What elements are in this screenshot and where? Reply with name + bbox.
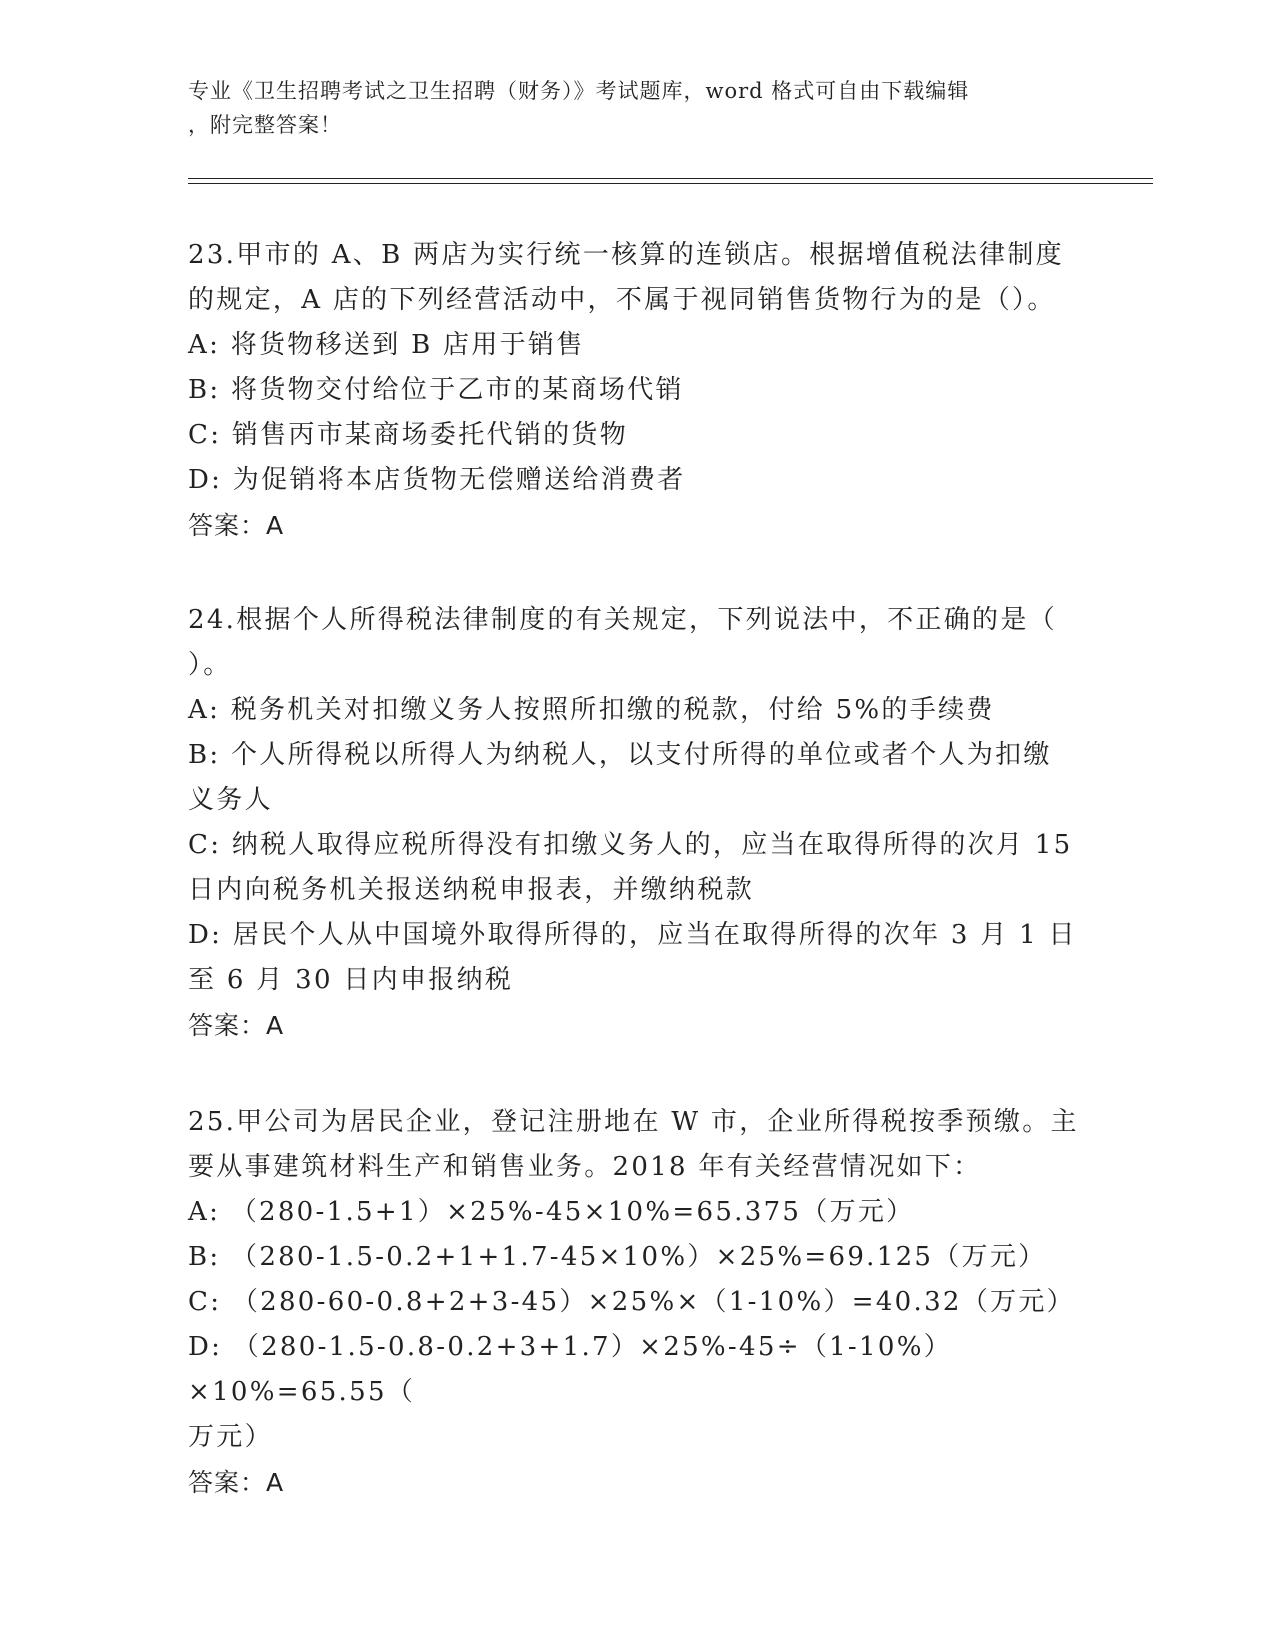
question-stem-line: 24.根据个人所得税法律制度的有关规定，下列说法中，不正确的是（: [188, 605, 1057, 635]
question-stem-line: 25.甲公司为居民企业，登记注册地在 W 市，企业所得税按季预缴。主: [188, 1107, 1079, 1137]
option-c: C: 销售丙市某商场委托代销的货物: [188, 420, 629, 450]
option-d: D: 居民个人从中国境外取得所得的，应当在取得所得的次年 3 月 1 日: [188, 920, 1077, 950]
option-b: B: 将货物交付给位于乙市的某商场代销: [188, 375, 684, 405]
option-b: B: （280-1.5-0.2+1+1.7-45×10%）×25%=69.125（万元）: [188, 1242, 1047, 1272]
option-d: D: （280-1.5-0.8-0.2+3+1.7）×25%-45÷（1-10%）×10%=65.55（: [188, 1332, 953, 1407]
option-a: A: 税务机关对扣缴义务人按照所扣缴的税款，付给 5%的手续费: [188, 695, 995, 725]
question-stem-line: 23.甲市的 A、B 两店为实行统一核算的连锁店。根据增值税法律制度: [188, 240, 1064, 270]
option-a: A: （280-1.5+1）×25%-45×10%=65.375（万元）: [188, 1197, 915, 1227]
option-c-continued: 日内向税务机关报送纳税申报表，并缴纳税款: [188, 875, 755, 905]
option-d: D: 为促销将本店货物无偿赠送给消费者: [188, 465, 686, 495]
question-25: [188, 1100, 1088, 1505]
option-d-continued: 万元）: [188, 1422, 273, 1452]
option-c: C: （280-60-0.8+2+3-45）×25%×（1-10%）=40.32（万元）: [188, 1287, 1075, 1317]
option-b-continued: 义务人: [188, 785, 273, 815]
question-stem-line: 要从事建筑材料生产和销售业务。2018 年有关经营情况如下：: [188, 1152, 982, 1182]
question-23: [188, 233, 1088, 548]
header-divider-bottom: [188, 183, 1153, 184]
option-a: A: 将货物移送到 B 店用于销售: [188, 330, 585, 360]
answer-label: 答案：A: [188, 511, 285, 540]
question-stem-line: ）。: [188, 650, 232, 680]
option-d-continued: 至 6 月 30 日内申报纳税: [188, 965, 514, 995]
answer-label: 答案：A: [188, 1468, 285, 1497]
question-stem-line: 的规定，A 店的下列经营活动中，不属于视同销售货物行为的是（）。: [188, 285, 1056, 315]
answer-label: 答案：A: [188, 1011, 285, 1040]
option-c: C: 纳税人取得应税所得没有扣缴义务人的，应当在取得所得的次月 15: [188, 830, 1073, 860]
page-header: [188, 74, 1088, 142]
header-line-2: ，附完整答案！: [188, 113, 342, 137]
header-divider-top: [188, 178, 1153, 179]
question-24: [188, 598, 1088, 1048]
header-line-1: 专业《卫生招聘考试之卫生招聘（财务）》考试题库，word 格式可自由下载编辑: [188, 79, 970, 103]
option-b: B: 个人所得税以所得人为纳税人，以支付所得的单位或者个人为扣缴: [188, 740, 1052, 770]
